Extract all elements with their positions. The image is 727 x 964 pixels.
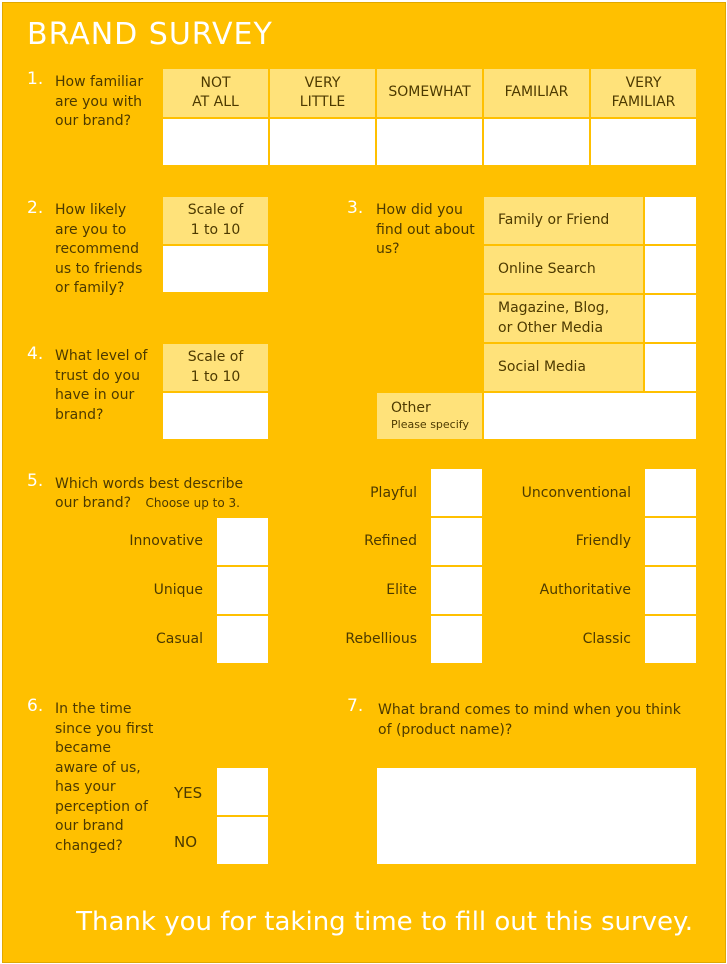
q5-word-playful: Playful: [370, 485, 417, 501]
q3-number: 3.: [347, 198, 364, 218]
q2-scale-label: Scale of 1 to 10: [163, 197, 268, 244]
q6-yes-label: YES: [174, 784, 203, 802]
q5-hint: Choose up to 3.: [145, 496, 240, 510]
q5-checkbox-casual[interactable]: [217, 616, 268, 663]
q3-option-online-search: Online Search: [484, 246, 643, 293]
q6-checkbox-no[interactable]: [217, 817, 268, 864]
q5-checkbox-unique[interactable]: [217, 567, 268, 614]
q3-option-social-media: Social Media: [484, 344, 643, 391]
q1-checkbox-somewhat[interactable]: [377, 119, 482, 165]
q5-word-friendly: Friendly: [575, 533, 631, 549]
q6-number: 6.: [27, 696, 44, 716]
q3-checkbox-social-media[interactable]: [645, 344, 696, 391]
thank-you-message: Thank you for taking time to fill out this survey.: [76, 907, 693, 937]
q4-rating-field[interactable]: [163, 393, 268, 439]
q5-checkbox-friendly[interactable]: [645, 518, 696, 565]
q7-number: 7.: [347, 696, 364, 716]
q3-other-hint: Please specify: [391, 418, 469, 431]
q4-text: What level of trust do you have in our brand?: [55, 348, 148, 423]
q5-word-innovative: Innovative: [129, 533, 203, 549]
q6-text: In the time since you first became aware of us, has your perception of our brand changed?: [55, 701, 154, 854]
q4-number: 4.: [27, 344, 44, 364]
q5-word-refined: Refined: [364, 533, 417, 549]
q5-checkbox-rebellious[interactable]: [431, 616, 482, 663]
q3-option-family-or-friend: Family or Friend: [484, 197, 643, 244]
q5-checkbox-playful[interactable]: [431, 469, 482, 516]
q3-checkbox-online-search[interactable]: [645, 246, 696, 293]
q3-option-magazine-blog-media: Magazine, Blog, or Other Media: [484, 295, 643, 342]
q1-text: How familiar are you with our brand?: [55, 74, 144, 129]
q3-checkbox-magazine-blog-media[interactable]: [645, 295, 696, 342]
q3-other-label-cell: [377, 393, 482, 439]
q5-word-casual: Casual: [156, 631, 203, 647]
q3-checkbox-family-or-friend[interactable]: [645, 197, 696, 244]
q1-option-familiar: FAMILIAR: [484, 69, 589, 117]
q6-checkbox-yes[interactable]: [217, 768, 268, 815]
q5-text-line1: Which words best describe: [55, 476, 244, 492]
q5-word-classic: Classic: [582, 631, 631, 647]
page-title: BRAND SURVEY: [27, 17, 273, 52]
q2-text: How likely are you to recommend us to friends or family?: [55, 202, 143, 296]
q5-checkbox-unconventional[interactable]: [645, 469, 696, 516]
q7-text: What brand comes to mind when you think of (product name)?: [378, 702, 681, 738]
q5-checkbox-refined[interactable]: [431, 518, 482, 565]
q1-checkbox-not-at-all[interactable]: [163, 119, 268, 165]
q2-number: 2.: [27, 198, 44, 218]
q3-other-label: Other: [391, 400, 431, 416]
q5-checkbox-classic[interactable]: [645, 616, 696, 663]
survey-page: [2, 2, 726, 963]
q1-checkbox-familiar[interactable]: [484, 119, 589, 165]
q5-number: 5.: [27, 471, 44, 491]
q7-answer-field[interactable]: [377, 768, 696, 864]
q1-option-somewhat: SOMEWHAT: [377, 69, 482, 117]
q4-scale-label: Scale of 1 to 10: [163, 344, 268, 391]
q5-checkbox-authoritative[interactable]: [645, 567, 696, 614]
q5-text: our brand?: [55, 495, 132, 511]
q3-text: How did you find out about us?: [376, 202, 475, 257]
q3-other-input[interactable]: [484, 393, 696, 439]
q5-word-authoritative: Authoritative: [539, 582, 631, 598]
q5-text-line2-row: [55, 494, 240, 514]
q5-word-rebellious: Rebellious: [345, 631, 417, 647]
q6-no-label: NO: [174, 833, 198, 851]
q5-word-unique: Unique: [153, 582, 203, 598]
q1-option-very-little: VERY LITTLE: [270, 69, 375, 117]
q1-option-not-at-all: NOT AT ALL: [163, 69, 268, 117]
q5-text-block: [55, 475, 243, 495]
q1-option-very-familiar: VERY FAMILIAR: [591, 69, 696, 117]
q1-checkbox-very-little[interactable]: [270, 119, 375, 165]
q5-word-unconventional: Unconventional: [521, 485, 631, 501]
q2-rating-field[interactable]: [163, 246, 268, 292]
q5-checkbox-elite[interactable]: [431, 567, 482, 614]
q1-number: 1.: [27, 69, 44, 89]
q5-checkbox-innovative[interactable]: [217, 518, 268, 565]
q5-word-elite: Elite: [386, 582, 417, 598]
q1-checkbox-very-familiar[interactable]: [591, 119, 696, 165]
